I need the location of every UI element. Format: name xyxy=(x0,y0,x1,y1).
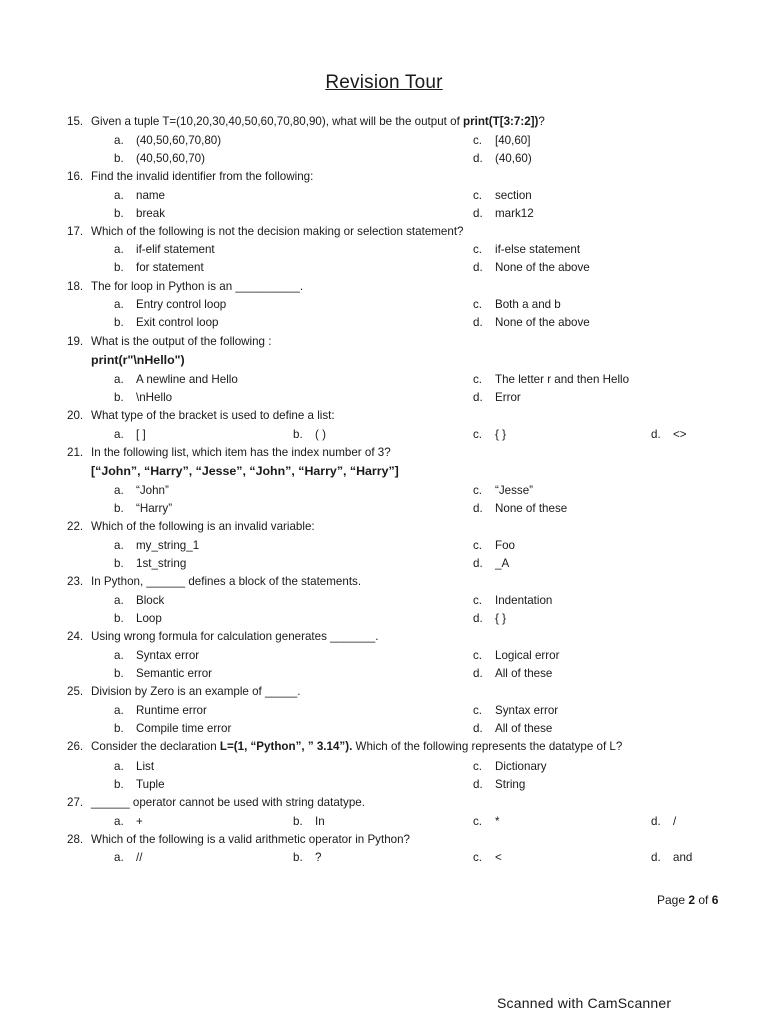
option-b: b. “Harry” xyxy=(114,502,173,515)
option-c: c. section xyxy=(473,189,532,202)
options-row xyxy=(0,649,768,665)
option-a: a. Entry control loop xyxy=(114,298,227,311)
option-a: a. if-elif statement xyxy=(114,243,215,256)
option-b: b. \nHello xyxy=(114,391,173,404)
option-d: d. and xyxy=(651,851,693,864)
options-row xyxy=(0,612,768,628)
question-number: 24. xyxy=(67,630,84,643)
option-a: a. + xyxy=(114,815,143,828)
options-row xyxy=(0,134,768,150)
option-b: b. for statement xyxy=(114,261,204,274)
option-c: c. Syntax error xyxy=(473,704,559,717)
question-text: The for loop in Python is an __________. xyxy=(91,280,304,293)
option-d: d. None of these xyxy=(473,502,568,515)
option-a: a. name xyxy=(114,189,166,202)
question-text: Consider the declaration L=(1, “Python”, ” 3.14”). Which of the following represents the datatype of L? xyxy=(91,740,623,753)
options-row xyxy=(0,778,768,794)
option-d: d. _A xyxy=(473,557,510,570)
option-d: d. (40,60) xyxy=(473,152,532,165)
options-row xyxy=(0,391,768,407)
options-row xyxy=(0,815,768,831)
option-b: b. Exit control loop xyxy=(114,316,219,329)
question-number: 21. xyxy=(67,446,84,459)
question-number: 15. xyxy=(67,115,84,128)
option-c: c. “Jesse” xyxy=(473,484,534,497)
option-a: a. A newline and Hello xyxy=(114,373,238,386)
question-text: In the following list, which item has the index number of 3? xyxy=(91,446,391,459)
options-row xyxy=(0,722,768,738)
question-text: Division by Zero is an example of _____. xyxy=(91,685,301,698)
option-a: a. [ ] xyxy=(114,428,146,441)
options-row xyxy=(0,594,768,610)
option-d: d. None of the above xyxy=(473,261,590,274)
option-d: d. Error xyxy=(473,391,521,404)
code-snippet: [“John”, “Harry”, “Jesse”, “John”, “Harry”, “Harry”] xyxy=(91,464,399,478)
scanner-watermark: Scanned with CamScanner xyxy=(497,995,672,1011)
option-b: b. In xyxy=(293,815,325,828)
option-b: b. break xyxy=(114,207,166,220)
question-number: 26. xyxy=(67,740,84,753)
option-a: a. my_string_1 xyxy=(114,539,200,552)
options-row xyxy=(0,298,768,314)
options-row xyxy=(0,152,768,168)
question-number: 25. xyxy=(67,685,84,698)
options-row xyxy=(0,539,768,555)
option-c: c. Dictionary xyxy=(473,760,547,773)
question-text: What is the output of the following : xyxy=(91,335,272,348)
option-b: b. Semantic error xyxy=(114,667,213,680)
options-row xyxy=(0,502,768,518)
question-number: 23. xyxy=(67,575,84,588)
option-c: c. < xyxy=(473,851,502,864)
question-text: What type of the bracket is used to define a list: xyxy=(91,409,335,422)
option-c: c. The letter r and then Hello xyxy=(473,373,630,386)
option-b: b. Loop xyxy=(114,612,162,625)
option-b: b. 1st_string xyxy=(114,557,187,570)
question-text: Which of the following is a valid arithmetic operator in Python? xyxy=(91,833,410,846)
question-text: Find the invalid identifier from the following: xyxy=(91,170,314,183)
option-a: a. “John” xyxy=(114,484,169,497)
question-number: 22. xyxy=(67,520,84,533)
option-c: c. [40,60] xyxy=(473,134,531,147)
options-row xyxy=(0,704,768,720)
option-c: c. if-else statement xyxy=(473,243,581,256)
option-c: c. Foo xyxy=(473,539,515,552)
options-row xyxy=(0,484,768,500)
option-b: b. Tuple xyxy=(114,778,165,791)
options-row xyxy=(0,428,768,444)
option-c: c. Both a and b xyxy=(473,298,561,311)
code-snippet: print(r"\nHello") xyxy=(91,353,185,367)
question-number: 18. xyxy=(67,280,84,293)
option-d: d. { } xyxy=(473,612,506,625)
question-number: 20. xyxy=(67,409,84,422)
options-row xyxy=(0,851,768,867)
option-d: d. <> xyxy=(651,428,687,441)
options-row xyxy=(0,316,768,332)
options-row xyxy=(0,207,768,223)
question-text: Which of the following is not the decision making or selection statement? xyxy=(91,225,464,238)
option-d: d. All of these xyxy=(473,667,553,680)
option-d: d. String xyxy=(473,778,526,791)
option-b: b. ( ) xyxy=(293,428,326,441)
option-a: a. List xyxy=(114,760,155,773)
option-a: a. Syntax error xyxy=(114,649,200,662)
options-row xyxy=(0,667,768,683)
option-c: c. Logical error xyxy=(473,649,560,662)
page-title: Revision Tour xyxy=(325,72,443,93)
page-number: Page 2 of 6 xyxy=(657,893,719,907)
option-b: b. ? xyxy=(293,851,322,864)
options-row xyxy=(0,243,768,259)
option-a: a. Runtime error xyxy=(114,704,207,717)
question-text: In Python, ______ defines a block of the statements. xyxy=(91,575,362,588)
option-c: c. Indentation xyxy=(473,594,553,607)
question-number: 16. xyxy=(67,170,84,183)
question-text: Using wrong formula for calculation generates _______. xyxy=(91,630,379,643)
options-row xyxy=(0,189,768,205)
options-row xyxy=(0,261,768,277)
option-b: b. Compile time error xyxy=(114,722,232,735)
question-number: 27. xyxy=(67,796,84,809)
option-c: c. * xyxy=(473,815,500,828)
option-a: a. // xyxy=(114,851,143,864)
options-row xyxy=(0,557,768,573)
option-d: d. mark12 xyxy=(473,207,534,220)
options-row xyxy=(0,760,768,776)
question-text: Which of the following is an invalid variable: xyxy=(91,520,315,533)
options-row xyxy=(0,373,768,389)
option-d: d. / xyxy=(651,815,677,828)
option-c: c. { } xyxy=(473,428,506,441)
question-text: ______ operator cannot be used with string datatype. xyxy=(91,796,365,809)
question-number: 17. xyxy=(67,225,84,238)
question-number: 28. xyxy=(67,833,84,846)
option-b: b. (40,50,60,70) xyxy=(114,152,205,165)
option-a: a. (40,50,60,70,80) xyxy=(114,134,222,147)
option-d: d. All of these xyxy=(473,722,553,735)
question-text: Given a tuple T=(10,20,30,40,50,60,70,80,90), what will be the output of print(T[3:7:2])? xyxy=(91,115,545,128)
option-d: d. None of the above xyxy=(473,316,590,329)
option-a: a. Block xyxy=(114,594,165,607)
question-number: 19. xyxy=(67,335,84,348)
